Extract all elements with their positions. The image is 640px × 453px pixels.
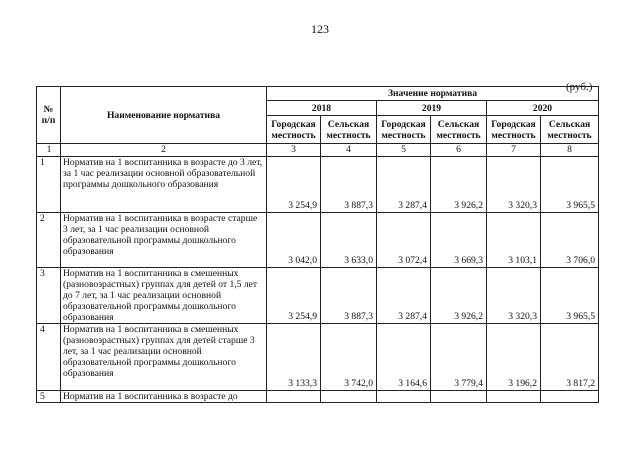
column-number: 8 bbox=[541, 144, 599, 157]
row-index: 4 bbox=[37, 324, 61, 391]
table-row bbox=[37, 213, 599, 268]
row-index: 1 bbox=[37, 157, 61, 213]
norms-table bbox=[36, 86, 599, 403]
row-value: 3 706,0 bbox=[541, 213, 599, 268]
header-rural: Сельская местность bbox=[541, 116, 599, 144]
row-value: 3 965,5 bbox=[541, 268, 599, 324]
header-name: Наименование норматива bbox=[61, 87, 267, 144]
table-row bbox=[37, 268, 599, 324]
row-name: Норматив на 1 воспитанника в смешенных (разновозрастных) группах для детей старше 3 лет, за 1 час реализации основной образовательной программы дошкольного образования bbox=[61, 324, 267, 391]
table-row bbox=[37, 324, 599, 391]
row-value: 3 926,2 bbox=[431, 268, 487, 324]
row-value: 3 133,3 bbox=[267, 324, 321, 391]
column-number: 7 bbox=[487, 144, 541, 157]
row-value: 3 254,9 bbox=[267, 157, 321, 213]
row-value: 3 254,9 bbox=[267, 268, 321, 324]
row-index: 3 bbox=[37, 268, 61, 324]
row-value bbox=[431, 391, 487, 403]
column-number: 3 bbox=[267, 144, 321, 157]
row-value: 3 887,3 bbox=[321, 268, 377, 324]
header-value: Значение норматива bbox=[267, 87, 599, 101]
row-name: Норматив на 1 воспитанника в возрасте до bbox=[61, 391, 267, 403]
row-value: 3 196,2 bbox=[487, 324, 541, 391]
row-value: 3 887,3 bbox=[321, 157, 377, 213]
row-value: 3 669,3 bbox=[431, 213, 487, 268]
column-number-row bbox=[37, 144, 599, 157]
row-value: 3 633,0 bbox=[321, 213, 377, 268]
row-value: 3 779,4 bbox=[431, 324, 487, 391]
column-number: 1 bbox=[37, 144, 61, 157]
table-row bbox=[37, 391, 599, 403]
column-number: 6 bbox=[431, 144, 487, 157]
row-value: 3 320,3 bbox=[487, 268, 541, 324]
page-number: 123 bbox=[311, 22, 329, 36]
header-year-2018: 2018 bbox=[267, 101, 377, 116]
row-value bbox=[541, 391, 599, 403]
row-value bbox=[487, 391, 541, 403]
row-value: 3 103,1 bbox=[487, 213, 541, 268]
unit-label: (руб.) bbox=[566, 81, 593, 93]
row-value: 3 742,0 bbox=[321, 324, 377, 391]
row-value: 3 164,6 bbox=[377, 324, 431, 391]
column-number: 2 bbox=[61, 144, 267, 157]
row-value: 3 287,4 bbox=[377, 268, 431, 324]
header-year-2019: 2019 bbox=[377, 101, 487, 116]
column-number: 5 bbox=[377, 144, 431, 157]
header-year-2020: 2020 bbox=[487, 101, 599, 116]
row-value: 3 965,5 bbox=[541, 157, 599, 213]
row-value: 3 072,4 bbox=[377, 213, 431, 268]
row-name: Норматив на 1 воспитанника в смешенных (разновозрастных) группах для детей от 1,5 лет до 7 лет, за 1 час реализации основной образовательной программы дошкольного образования bbox=[61, 268, 267, 324]
header-index: № п/п bbox=[37, 87, 61, 144]
row-value: 3 926,2 bbox=[431, 157, 487, 213]
header-rural: Сельская местность bbox=[431, 116, 487, 144]
column-number: 4 bbox=[321, 144, 377, 157]
row-value: 3 287,4 bbox=[377, 157, 431, 213]
row-value bbox=[377, 391, 431, 403]
row-value: 3 817,2 bbox=[541, 324, 599, 391]
row-name: Норматив на 1 воспитанника в возрасте до 3 лет, за 1 час реализации основной образовательной программы дошкольного образования bbox=[61, 157, 267, 213]
row-value bbox=[267, 391, 321, 403]
row-name: Норматив на 1 воспитанника в возрасте старше 3 лет, за 1 час реализации основной образовательной программы дошкольного образования bbox=[61, 213, 267, 268]
table-row bbox=[37, 157, 599, 213]
row-index: 5 bbox=[37, 391, 61, 403]
row-value: 3 042,0 bbox=[267, 213, 321, 268]
row-index: 2 bbox=[37, 213, 61, 268]
row-value: 3 320,3 bbox=[487, 157, 541, 213]
header-urban: Городская местность bbox=[487, 116, 541, 144]
row-value bbox=[321, 391, 377, 403]
header-urban: Городская местность bbox=[377, 116, 431, 144]
header-urban: Городская местность bbox=[267, 116, 321, 144]
header-rural: Сельская местность bbox=[321, 116, 377, 144]
